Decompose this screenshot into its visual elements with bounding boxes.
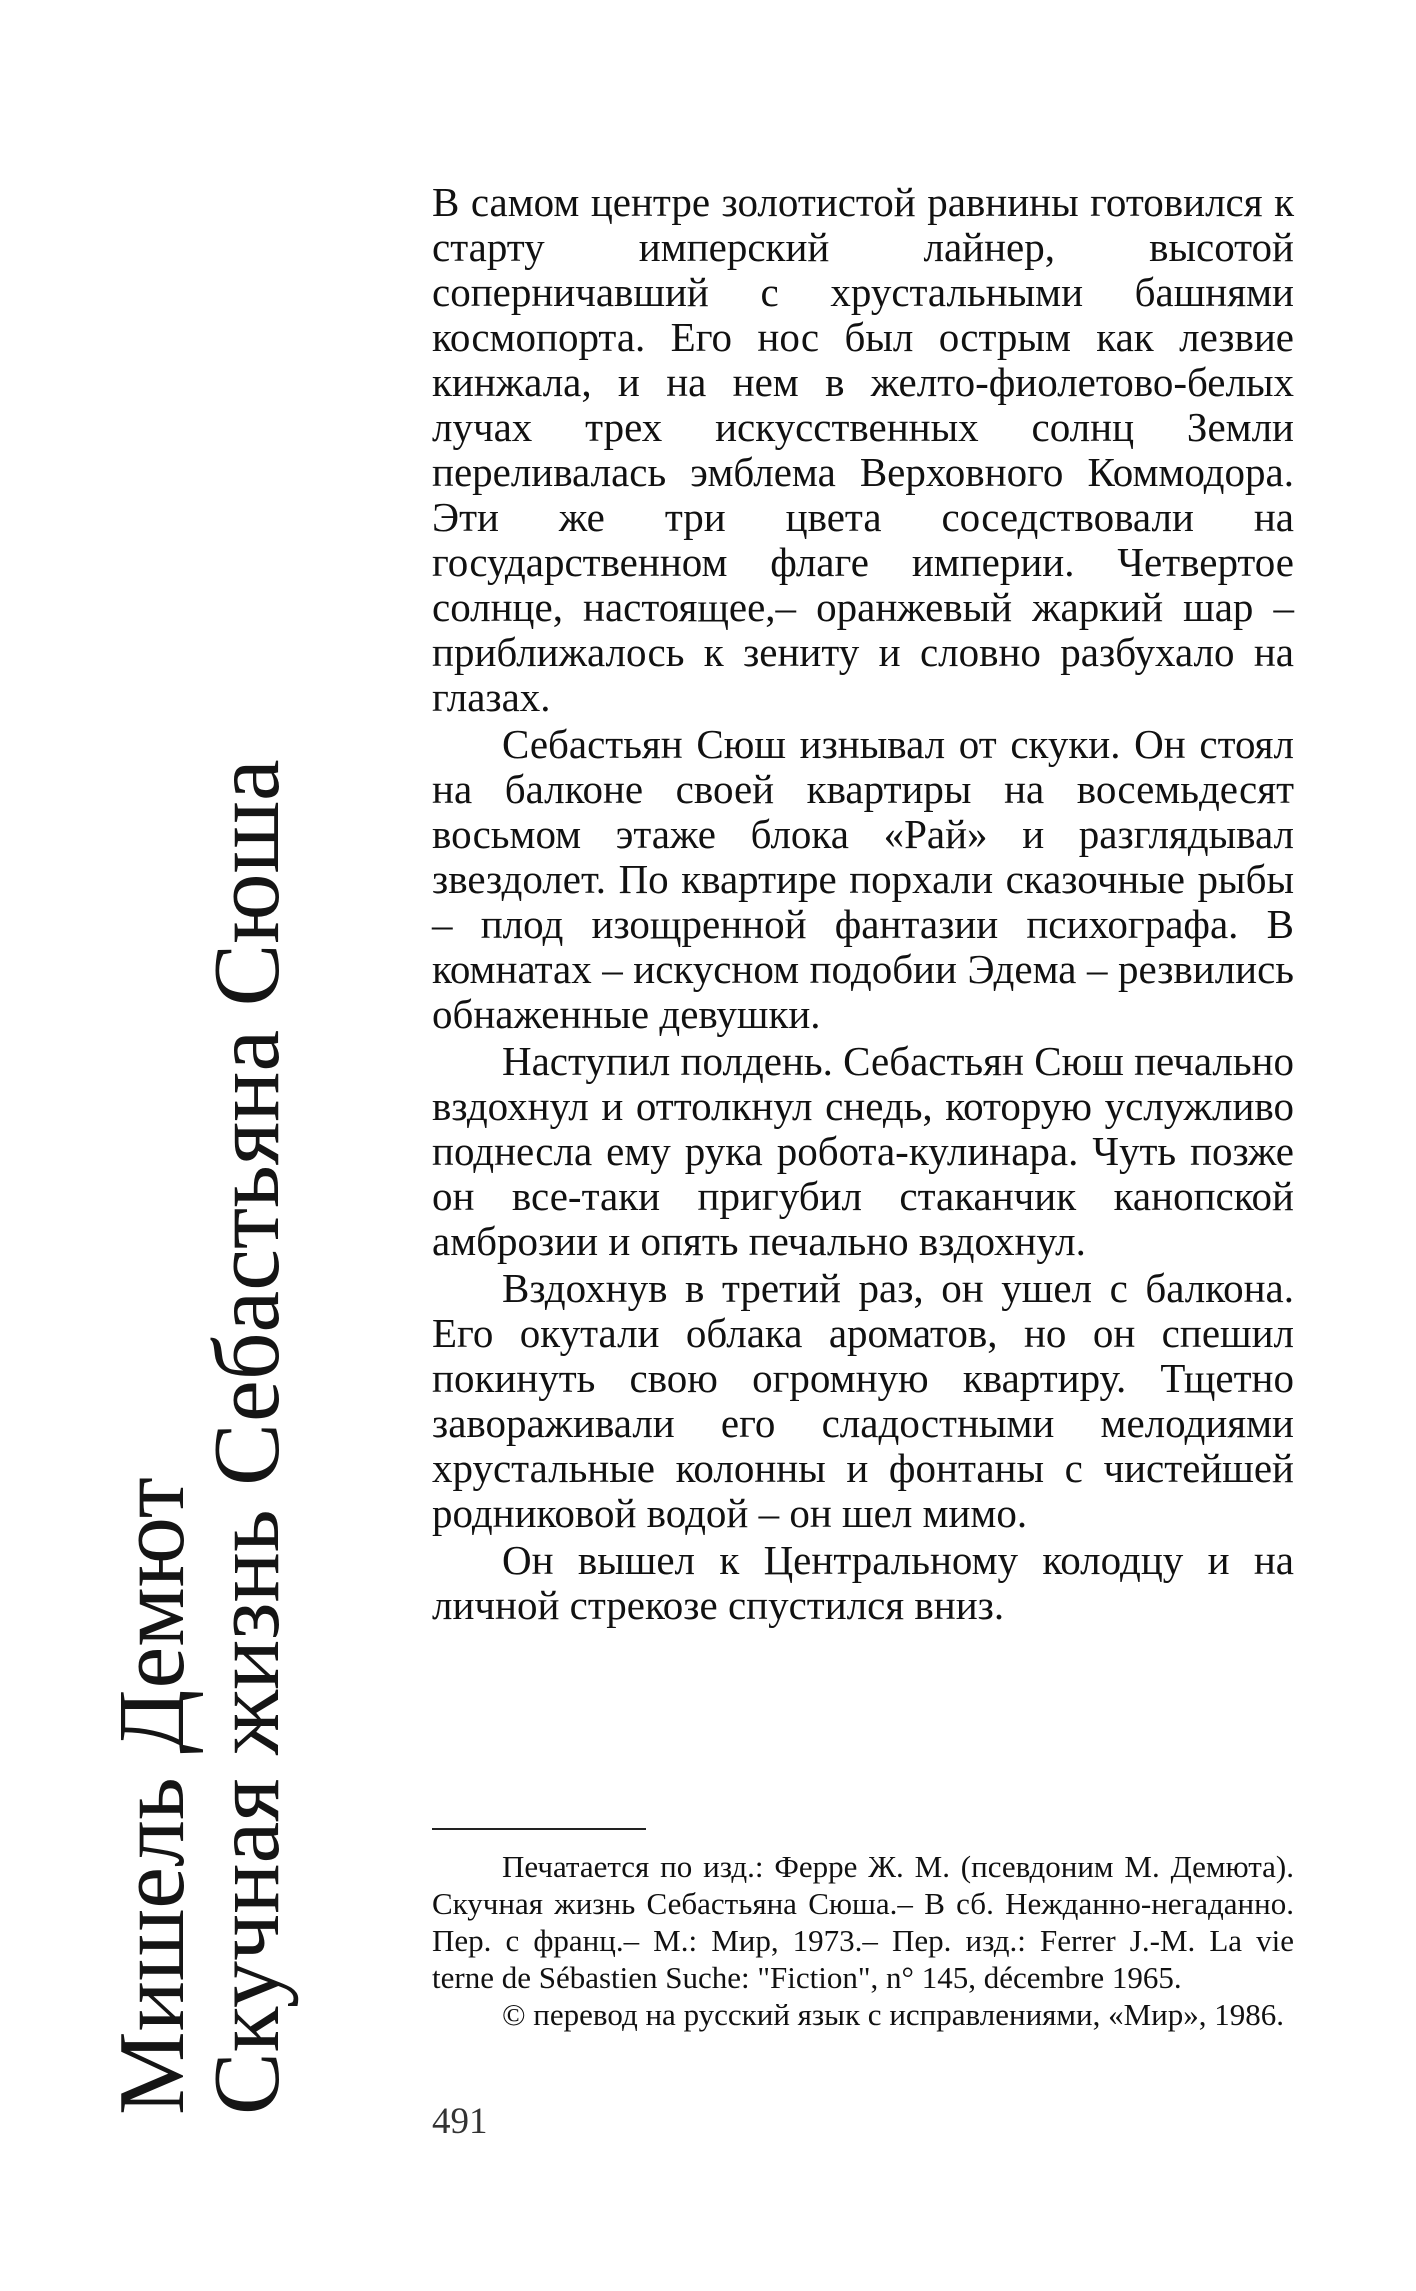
- body-text: [432, 180, 1294, 1630]
- paragraph: Он вышел к Центральному колодцу и на личной стрекозе спустился вниз.: [432, 1537, 1294, 1628]
- paragraph: В самом центре золотистой равнины готовился к старту имперский лайнер, высотой соперничавший с хрустальными башнями космопорта. Его нос был острым как лезвие кинжала, и на нем в желто-фиолетово-белых лучах трех искусственных солнц Земли переливалась эмблема Верховного Коммодора. Эти же три цвета соседствовали на государственном флаге империи. Четвертое солнце, настоящее,– оранжевый жаркий шар – приближалось к зениту и словно разбухало на глазах.: [432, 179, 1294, 720]
- page-number: 491: [432, 2101, 488, 2142]
- footnote-copyright: © перевод на русский язык с исправлениями, «Мир», 1986.: [502, 1997, 1285, 2032]
- footnote: [432, 1848, 1294, 2033]
- paragraph: Себастьян Сюш изнывал от скуки. Он стоял на балконе своей квартиры на восемьдесят восьмом этаже блока «Рай» и разглядывал звездолет. По квартире порхали сказочные рыбы – плод изощренной фантазии психографа. В комнатах – искусном подобии Эдема – резвились обнаженные девушки.: [432, 721, 1294, 1037]
- footnote-divider: [432, 1828, 646, 1830]
- paragraph: Вздохнув в третий раз, он ушел с балкона. Его окутали облака ароматов, но он спешил покинуть свою огромную квартиру. Тщетно завораживали его сладостными мелодиями хрустальные колонны и фонтаны с чистейшей родниковой водой – он шел мимо.: [432, 1265, 1294, 1536]
- footnote-source: Печатается по изд.: Ферре Ж. М. (псевдоним М. Демюта). Скучная жизнь Себастьяна Сюша.– В сб. Нежданно-негаданно. Пер. с франц.– М.: Мир, 1973.– Пер. изд.: Ferrer J.-M. La vie terne de Sébastien Suche: "Fiction", n° 145, décembre 1965.: [432, 1849, 1294, 1995]
- author-name: Мишель Демют: [100, 1477, 204, 2115]
- side-title: [100, 615, 299, 2115]
- paragraph: Наступил полдень. Себастьян Сюш печально вздохнул и оттолкнул снедь, которую услужливо поднесла ему рука робота-кулинара. Чуть позже он все-таки пригубил стаканчик канопской амброзии и опять печально вздохнул.: [432, 1038, 1294, 1264]
- story-title: Скучная жизнь Себастьяна Сюша: [195, 759, 299, 2115]
